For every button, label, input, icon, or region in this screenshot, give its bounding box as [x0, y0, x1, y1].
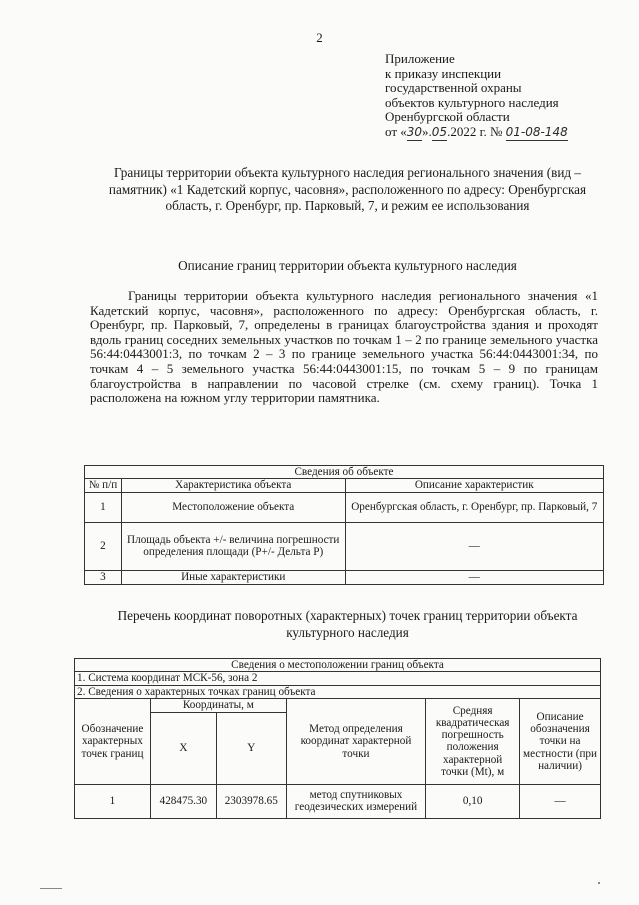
appendix-date-line	[385, 125, 568, 141]
row-number: 1	[85, 492, 122, 522]
table-row	[75, 784, 601, 818]
header-method: Метод определения координат характерной точки	[286, 698, 426, 784]
document-title: Границы территории объекта культурного наследия регионального значения (вид – памятник) «1 Кадетский корпус, часовня», расположенного по адресу: Оренбургская область, г. Оренбург, пр. Парковый, 7, и режим ее использования	[108, 165, 587, 213]
row-description: —	[345, 522, 603, 570]
boundary-description: Границы территории объекта культурного наследия регионального значения «1 Кадетский корпус, часовня», расположенного по адресу: Оренбургская область, г. Оренбург, пр. Парковый, 7, определены в границах благоустройства здания и проходят вдоль границ соседних земельных участков по точкам 1 – 2 по границе земельного участка 56:44:0443001:3, по точкам 2 – 3 по границе земельного участка 56:44:0443001:34, по точкам 4 – 5 земельного участка 56:44:0443001:15, по точкам 5 – 9 по границам благоустройства в направлении по часовой стрелке (см. схему границ). Точка 1 расположена на южном углу территории памятника.	[90, 288, 598, 406]
appendix-line: Оренбургской области	[385, 109, 510, 125]
appendix-block	[385, 52, 568, 141]
table-row	[85, 570, 604, 584]
header-coordinates: Координаты, м	[150, 698, 286, 712]
row-characteristic: Местоположение объекта	[121, 492, 345, 522]
date-year: .2022 г. №	[447, 123, 503, 139]
row-number: 3	[85, 570, 122, 584]
object-table-caption: Сведения об объекте	[85, 466, 604, 479]
row-characteristic: Площадь объекта +/- величина погрешности определения площади (Р+/- Дельта Р)	[121, 522, 345, 570]
scan-artifact	[40, 888, 62, 889]
row-description: Оренбургская область, г. Оренбург, пр. Парковый, 7	[345, 492, 603, 522]
point-method: метод спутниковых геодезических измерений	[286, 784, 426, 818]
point-marking: —	[520, 784, 601, 818]
points-caption: 2. Сведения о характерных точках границ объекта	[75, 685, 601, 698]
page-number: 2	[316, 30, 323, 45]
point-rmse: 0,10	[426, 784, 520, 818]
date-month: 05	[431, 124, 448, 139]
header-number: № п/п	[85, 479, 122, 492]
table-row	[85, 492, 604, 522]
scan-artifact	[598, 882, 600, 884]
order-number: 01-08-148	[505, 124, 568, 139]
header-rmse: Средняя квадратическая погрешность положения характерной точки (Mt), м	[426, 698, 520, 784]
header-x: X	[150, 712, 216, 784]
header-marking: Описание обозначения точки на местности (при наличии)	[520, 698, 601, 784]
date-prefix: от «	[385, 123, 407, 139]
date-mid: ».	[422, 123, 432, 139]
appendix-line: к приказу инспекции	[385, 65, 502, 81]
table-row	[85, 522, 604, 570]
header-characteristic: Характеристика объекта	[121, 479, 345, 492]
appendix-line: государственной охраны	[385, 80, 522, 96]
coordinate-system: 1. Система координат МСК-56, зона 2	[75, 672, 601, 685]
appendix-line: объектов культурного наследия	[385, 94, 559, 110]
header-y: Y	[216, 712, 286, 784]
point-number: 1	[75, 784, 151, 818]
row-number: 2	[85, 522, 122, 570]
object-info-table	[84, 465, 604, 585]
header-description: Описание характеристик	[345, 479, 603, 492]
coordinates-title: Перечень координат поворотных (характерных) точек границ территории объекта культурного наследия	[117, 608, 578, 640]
appendix-line: Приложение	[385, 51, 455, 66]
point-y: 2303978.65	[216, 784, 286, 818]
header-point: Обозначение характерных точек границ	[75, 698, 151, 784]
date-day: 30	[406, 124, 423, 139]
row-description: —	[345, 570, 603, 584]
point-x: 428475.30	[150, 784, 216, 818]
coordinates-table	[74, 658, 601, 819]
coords-table-caption: Сведения о местоположении границ объекта	[75, 659, 601, 672]
section-title: Описание границ территории объекта культурного наследия	[178, 258, 517, 273]
row-characteristic: Иные характеристики	[121, 570, 345, 584]
